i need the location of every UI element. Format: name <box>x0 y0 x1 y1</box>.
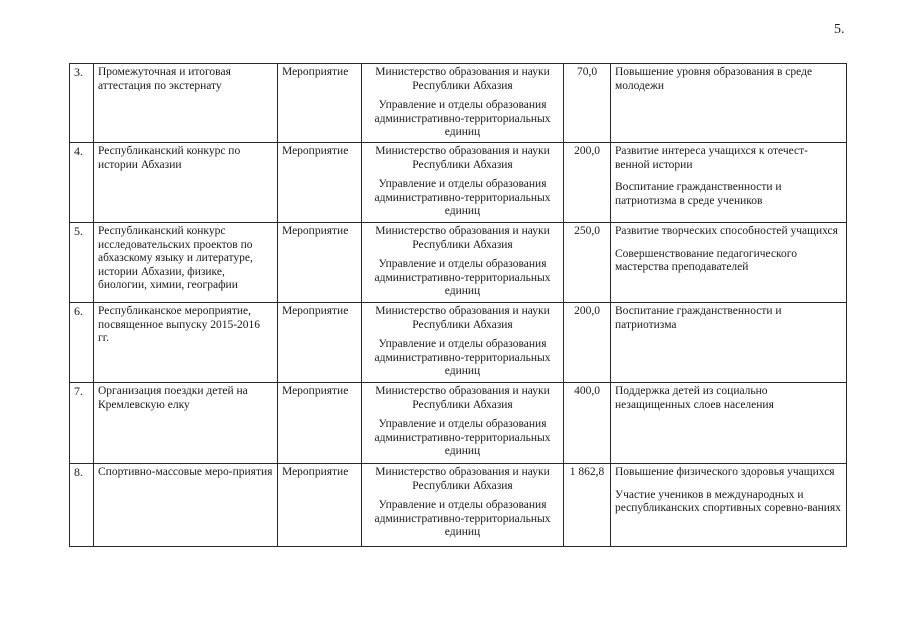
table-row <box>70 143 847 223</box>
result-secondary: Воспитание гражданственности и патриотизма в среде учеников <box>615 181 782 207</box>
executor-departments: Управление и отделы образования административно-территориальных единиц <box>374 258 551 297</box>
table-row <box>70 64 847 143</box>
executor-departments: Управление и отделы образования административно-территориальных единиц <box>374 338 551 377</box>
activity-type: Мероприятие <box>278 64 362 143</box>
result-primary: Воспитание гражданственности и патриотизма <box>615 305 782 331</box>
activity-type: Мероприятие <box>278 383 362 464</box>
table-row <box>70 303 847 383</box>
executors <box>362 383 564 464</box>
table-row <box>70 464 847 547</box>
result-primary: Поддержка детей из социально незащищенных слоев населения <box>615 385 774 411</box>
executors <box>362 143 564 223</box>
executor-departments: Управление и отделы образования административно-территориальных единиц <box>374 499 551 538</box>
funding-amount: 200,0 <box>564 303 611 383</box>
expected-result <box>611 223 847 303</box>
activity-name: Республиканский конкурс по истории Абхазии <box>94 143 278 223</box>
row-number: 8. <box>70 464 94 547</box>
funding-amount: 1 862,8 <box>564 464 611 547</box>
expected-result <box>611 303 847 383</box>
activity-type: Мероприятие <box>278 303 362 383</box>
activity-name: Организация поездки детей на Кремлевскую елку <box>94 383 278 464</box>
executor-ministry: Министерство образования и науки Республики Абхазия <box>375 466 550 492</box>
table-row <box>70 383 847 464</box>
funding-amount: 250,0 <box>564 223 611 303</box>
activity-type: Мероприятие <box>278 223 362 303</box>
activity-name: Республиканское мероприятие, посвященное выпуску 2015-2016 гг. <box>94 303 278 383</box>
executors <box>362 64 564 143</box>
result-primary: Развитие интереса учащихся к отечест-венной истории <box>615 145 808 171</box>
activity-type: Мероприятие <box>278 143 362 223</box>
row-number: 3. <box>70 64 94 143</box>
executors <box>362 464 564 547</box>
expected-result <box>611 64 847 143</box>
executor-ministry: Министерство образования и науки Республики Абхазия <box>375 145 550 171</box>
page-number: 5. <box>834 22 845 37</box>
executors <box>362 303 564 383</box>
result-primary: Развитие творческих способностей учащихся <box>615 225 838 237</box>
executor-ministry: Министерство образования и науки Республики Абхазия <box>375 66 550 92</box>
executor-departments: Управление и отделы образования административно-территориальных единиц <box>374 99 551 138</box>
executor-ministry: Министерство образования и науки Республики Абхазия <box>375 225 550 251</box>
executor-ministry: Министерство образования и науки Республики Абхазия <box>375 385 550 411</box>
expected-result <box>611 464 847 547</box>
expected-result <box>611 383 847 464</box>
activity-type: Мероприятие <box>278 464 362 547</box>
row-number: 5. <box>70 223 94 303</box>
executor-departments: Управление и отделы образования административно-территориальных единиц <box>374 178 551 217</box>
result-secondary: Участие учеников в международных и республиканских спортивных соревно-ваниях <box>615 488 841 514</box>
table-row <box>70 223 847 303</box>
expected-result <box>611 143 847 223</box>
row-number: 4. <box>70 143 94 223</box>
result-secondary: Совершенствование педагогического мастерства преподавателей <box>615 247 797 273</box>
executor-ministry: Министерство образования и науки Республики Абхазия <box>375 305 550 331</box>
program-table <box>69 63 847 547</box>
executors <box>362 223 564 303</box>
result-primary: Повышение физического здоровья учащихся <box>615 466 835 478</box>
funding-amount: 70,0 <box>564 64 611 143</box>
activity-name: Спортивно-массовые меро-приятия <box>94 464 278 547</box>
row-number: 7. <box>70 383 94 464</box>
funding-amount: 400,0 <box>564 383 611 464</box>
activity-name: Промежуточная и итоговая аттестация по экстернату <box>94 64 278 143</box>
result-primary: Повышение уровня образования в среде молодежи <box>615 66 813 92</box>
activity-name: Республиканский конкурс исследовательских проектов по абхазскому языку и литературе, истории Абхазии, физике, биологии, химии, географии <box>94 223 278 303</box>
row-number: 6. <box>70 303 94 383</box>
executor-departments: Управление и отделы образования административно-территориальных единиц <box>374 418 551 457</box>
funding-amount: 200,0 <box>564 143 611 223</box>
